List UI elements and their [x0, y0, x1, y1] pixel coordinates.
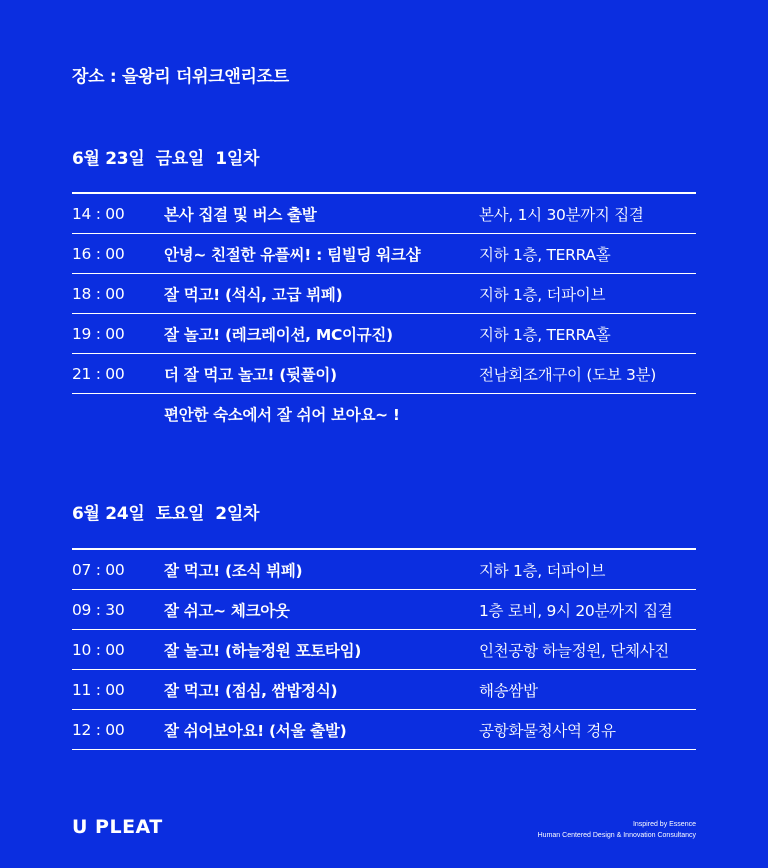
place-cell: 인천공항 하늘정원, 단체사진	[479, 641, 669, 660]
time-cell: 10 : 00	[72, 640, 125, 659]
venue-label: 장소 : 을왕리 더위크앤리조트	[72, 67, 289, 87]
table-row	[72, 630, 696, 670]
place-cell: 지하 1층, 더파이브	[479, 561, 606, 580]
time-cell: 18 : 00	[72, 284, 125, 303]
event-cell: 본사 집결 및 버스 출발	[164, 205, 317, 224]
event-cell: 더 잘 먹고 놀고! (뒷풀이)	[164, 365, 337, 384]
time-cell: 21 : 00	[72, 364, 125, 383]
brand-logo: U PLEAT	[72, 816, 163, 838]
place-cell: 공항화물청사역 경유	[479, 721, 616, 740]
table-row	[72, 670, 696, 710]
table-row	[72, 710, 696, 750]
place-cell: 본사, 1시 30분까지 집결	[479, 205, 644, 224]
closing-row	[72, 394, 696, 434]
place-cell: 지하 1층, TERRA홀	[479, 245, 611, 264]
time-cell: 12 : 00	[72, 720, 125, 739]
day1-schedule-table	[72, 192, 696, 434]
day1-title: 6월 23일 금요일 1일차	[72, 149, 260, 169]
table-row	[72, 590, 696, 630]
tagline-line: Inspired by Essence	[632, 821, 696, 828]
time-cell: 07 : 00	[72, 560, 125, 579]
event-cell: 잘 놀고! (하늘정원 포토타임)	[164, 641, 362, 660]
time-cell: 19 : 00	[72, 324, 125, 343]
event-cell: 잘 쉬고~ 체크아웃	[164, 601, 290, 620]
day2-title: 6월 24일 토요일 2일차	[72, 504, 260, 524]
time-cell: 09 : 30	[72, 600, 125, 619]
table-row	[72, 274, 696, 314]
place-cell: 1층 로비, 9시 20분까지 집결	[479, 601, 673, 620]
place-cell: 지하 1층, 더파이브	[479, 285, 606, 304]
event-cell: 잘 먹고! (조식 뷔페)	[164, 561, 303, 580]
place-cell: 해송쌈밥	[479, 681, 538, 700]
event-cell: 잘 먹고! (점심, 쌈밥정식)	[164, 681, 338, 700]
time-cell: 14 : 00	[72, 204, 125, 223]
place-cell: 지하 1층, TERRA홀	[479, 325, 611, 344]
time-cell: 16 : 00	[72, 244, 125, 263]
brand-tagline	[538, 819, 696, 841]
table-row	[72, 194, 696, 234]
tagline-line: Human Centered Design & Innovation Consultancy	[537, 832, 696, 839]
day2-schedule-table	[72, 548, 696, 750]
event-cell: 잘 먹고! (석식, 고급 뷔페)	[164, 285, 343, 304]
closing-message: 편안한 숙소에서 잘 쉬어 보아요~ !	[164, 406, 400, 424]
table-row	[72, 550, 696, 590]
time-cell: 11 : 00	[72, 680, 125, 699]
table-row	[72, 354, 696, 394]
table-row	[72, 234, 696, 274]
event-cell: 잘 놀고! (레크레이션, MC이규진)	[164, 325, 393, 344]
event-cell: 잘 쉬어보아요! (서울 출발)	[164, 721, 347, 740]
table-row	[72, 314, 696, 354]
place-cell: 전남회조개구이 (도보 3분)	[479, 365, 657, 384]
event-cell: 안녕~ 친절한 유플씨! : 팀빌딩 워크샵	[164, 245, 421, 264]
